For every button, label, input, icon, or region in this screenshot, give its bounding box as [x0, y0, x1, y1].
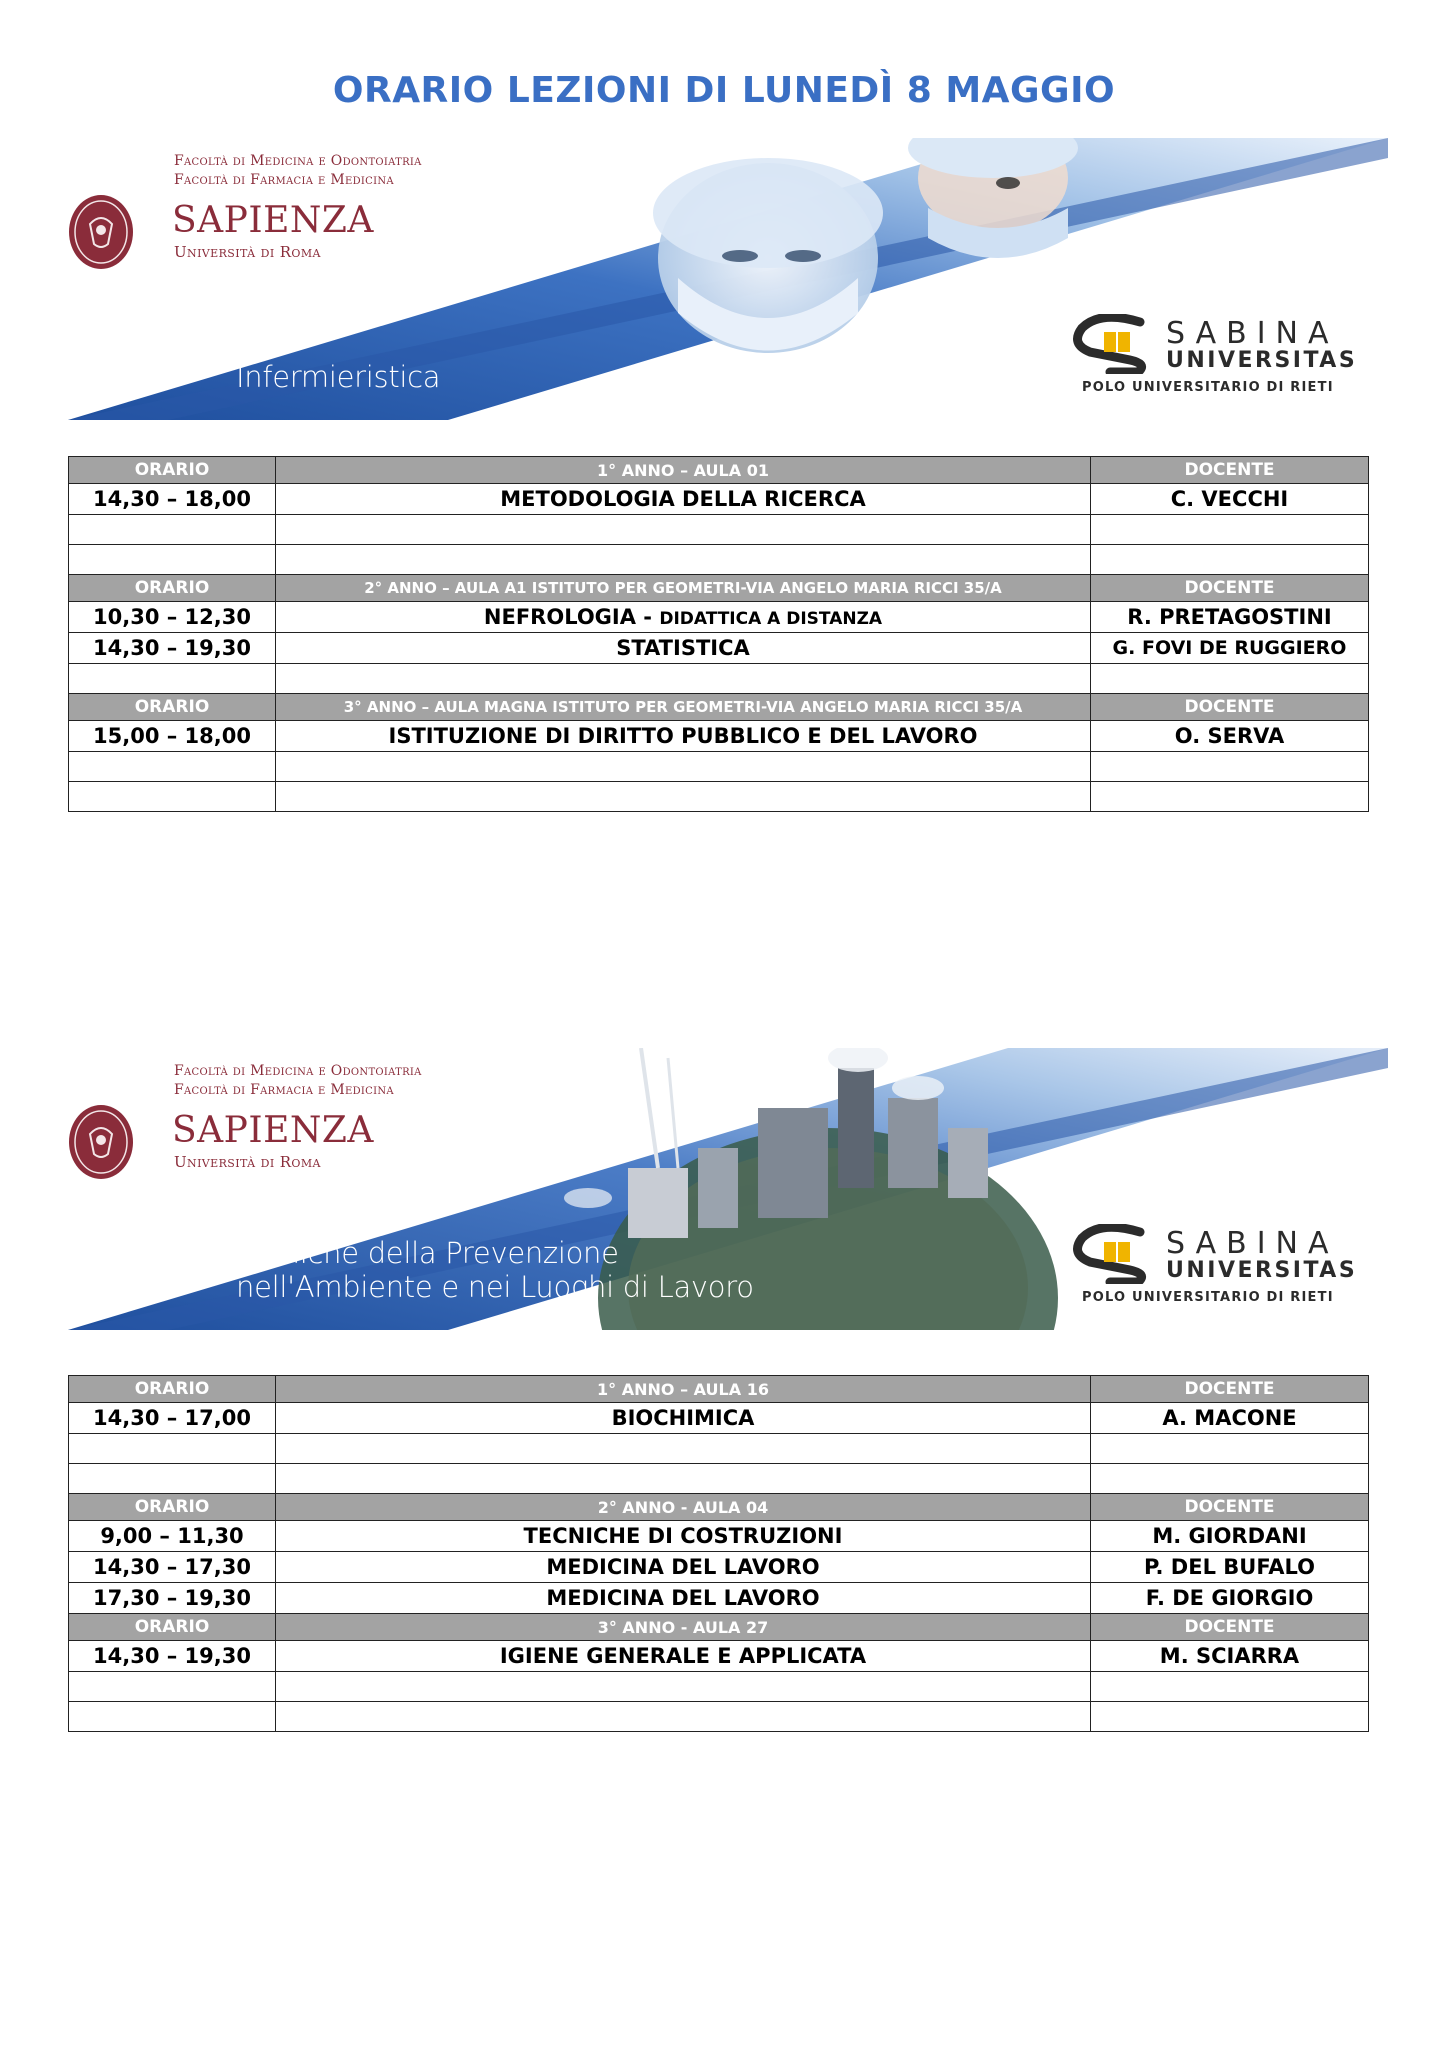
empty-cell — [276, 545, 1091, 575]
header-year: 3° ANNO – AULA MAGNA ISTITUTO PER GEOMETRI-VIA ANGELO MARIA RICCI 35/A — [276, 694, 1091, 721]
course-title-line-2: nell'Ambiente e nei Luoghi di Lavoro — [236, 1270, 754, 1304]
faculty-lines — [174, 152, 422, 190]
header-time: ORARIO — [69, 575, 276, 602]
table-row-empty — [69, 1464, 1369, 1494]
header-teacher: DOCENTE — [1091, 575, 1369, 602]
university-name: SAPIENZA — [172, 200, 374, 241]
table-header — [69, 1376, 1369, 1403]
table-row — [69, 484, 1369, 515]
header-teacher: DOCENTE — [1091, 1376, 1369, 1403]
lesson-time: 14,30 – 17,00 — [69, 1403, 276, 1434]
header-time: ORARIO — [69, 1376, 276, 1403]
table-row-empty — [69, 664, 1369, 694]
table-row — [69, 721, 1369, 752]
empty-cell — [69, 1464, 276, 1494]
table-row — [69, 1641, 1369, 1672]
empty-cell — [69, 545, 276, 575]
lesson-teacher: C. VECCHI — [1091, 484, 1369, 515]
table-row-empty — [69, 1672, 1369, 1702]
lesson-subject: MEDICINA DEL LAVORO — [276, 1552, 1091, 1583]
header-time: ORARIO — [69, 1494, 276, 1521]
lesson-subject-note: DIDATTICA A DISTANZA — [659, 609, 883, 629]
header-year: 2° ANNO – AULA A1 ISTITUTO PER GEOMETRI-VIA ANGELO MARIA RICCI 35/A — [276, 575, 1091, 602]
lesson-teacher: G. FOVI DE RUGGIERO — [1091, 633, 1369, 664]
empty-cell — [1091, 1672, 1369, 1702]
empty-cell — [1091, 515, 1369, 545]
header-year: 1° ANNO – AULA 16 — [276, 1376, 1091, 1403]
university-sub: Università di Roma — [174, 1153, 321, 1171]
table-header — [69, 1494, 1369, 1521]
header-time: ORARIO — [69, 457, 276, 484]
empty-cell — [1091, 782, 1369, 812]
header-teacher: DOCENTE — [1091, 457, 1369, 484]
lesson-time: 10,30 – 12,30 — [69, 602, 276, 633]
empty-cell — [276, 752, 1091, 782]
lesson-subject: ISTITUZIONE DI DIRITTO PUBBLICO E DEL LAVORO — [276, 721, 1091, 752]
table-row-empty — [69, 1434, 1369, 1464]
table-row-empty — [69, 782, 1369, 812]
faculty-line-2: Facoltà di Farmacia e Medicina — [174, 1082, 394, 1098]
university-sub: Università di Roma — [174, 243, 321, 261]
empty-cell — [69, 664, 276, 694]
lesson-teacher: M. SCIARRA — [1091, 1641, 1369, 1672]
sapienza-seal-icon — [68, 194, 134, 270]
header-year: 3° ANNO - AULA 27 — [276, 1614, 1091, 1641]
sabina-book-icon — [1070, 1224, 1160, 1284]
empty-cell — [69, 1672, 276, 1702]
lesson-time: 17,30 – 19,30 — [69, 1583, 276, 1614]
empty-cell — [276, 664, 1091, 694]
empty-cell — [276, 1464, 1091, 1494]
schedule-table-tecniche-prevenzione — [68, 1375, 1369, 1732]
lesson-time: 14,30 – 19,30 — [69, 1641, 276, 1672]
table-row-empty — [69, 515, 1369, 545]
lesson-subject: MEDICINA DEL LAVORO — [276, 1583, 1091, 1614]
partner-name: SABINA — [1166, 316, 1339, 351]
table-row-empty — [69, 1702, 1369, 1732]
empty-cell — [276, 1702, 1091, 1732]
table-header — [69, 457, 1369, 484]
empty-cell — [276, 515, 1091, 545]
empty-cell — [276, 1672, 1091, 1702]
table-header — [69, 575, 1369, 602]
sabina-logo — [1070, 314, 1370, 404]
partner-name: SABINA — [1166, 1226, 1339, 1261]
table-row-empty — [69, 545, 1369, 575]
table-row — [69, 1521, 1369, 1552]
sabina-logo — [1070, 1224, 1370, 1314]
header-time: ORARIO — [69, 694, 276, 721]
faculty-line-1: Facoltà di Medicina e Odontoiatria — [174, 153, 422, 169]
partner-sub: UNIVERSITAS — [1166, 1258, 1358, 1283]
faculty-lines — [174, 1062, 422, 1100]
table-row — [69, 602, 1369, 633]
empty-cell — [69, 515, 276, 545]
empty-cell — [1091, 1434, 1369, 1464]
lesson-teacher: R. PRETAGOSTINI — [1091, 602, 1369, 633]
empty-cell — [69, 1702, 276, 1732]
empty-cell — [1091, 1464, 1369, 1494]
header-teacher: DOCENTE — [1091, 694, 1369, 721]
lesson-subject: METODOLOGIA DELLA RICERCA — [276, 484, 1091, 515]
header-year: 2° ANNO - AULA 04 — [276, 1494, 1091, 1521]
empty-cell — [1091, 664, 1369, 694]
partner-tagline: POLO UNIVERSITARIO DI RIETI — [1082, 380, 1334, 395]
sabina-book-icon — [1070, 314, 1160, 374]
empty-cell — [69, 782, 276, 812]
university-name: SAPIENZA — [172, 1110, 374, 1151]
course-title: Infermieristica — [236, 360, 441, 394]
course-title-line-1: Tecniche della Prevenzione — [236, 1236, 619, 1270]
lesson-teacher: P. DEL BUFALO — [1091, 1552, 1369, 1583]
lesson-time: 14,30 – 19,30 — [69, 633, 276, 664]
lesson-teacher: F. DE GIORGIO — [1091, 1583, 1369, 1614]
partner-tagline: POLO UNIVERSITARIO DI RIETI — [1082, 1290, 1334, 1305]
sapienza-seal-icon — [68, 1104, 134, 1180]
lesson-time: 9,00 – 11,30 — [69, 1521, 276, 1552]
banner-tecniche-prevenzione — [68, 1048, 1388, 1330]
header-year: 1° ANNO – AULA 01 — [276, 457, 1091, 484]
faculty-line-1: Facoltà di Medicina e Odontoiatria — [174, 1063, 422, 1079]
lesson-teacher: M. GIORDANI — [1091, 1521, 1369, 1552]
lesson-subject: IGIENE GENERALE E APPLICATA — [276, 1641, 1091, 1672]
banner-infermieristica — [68, 138, 1388, 420]
lesson-teacher: O. SERVA — [1091, 721, 1369, 752]
empty-cell — [1091, 752, 1369, 782]
header-teacher: DOCENTE — [1091, 1494, 1369, 1521]
empty-cell — [1091, 545, 1369, 575]
lesson-time: 14,30 – 18,00 — [69, 484, 276, 515]
page-title: ORARIO LEZIONI DI LUNEDÌ 8 MAGGIO — [332, 70, 1116, 111]
empty-cell — [1091, 1702, 1369, 1732]
empty-cell — [69, 1434, 276, 1464]
header-teacher: DOCENTE — [1091, 1614, 1369, 1641]
header-time: ORARIO — [69, 1614, 276, 1641]
empty-cell — [69, 752, 276, 782]
table-header — [69, 694, 1369, 721]
table-row — [69, 1403, 1369, 1434]
course-title — [236, 1236, 754, 1304]
partner-sub: UNIVERSITAS — [1166, 348, 1358, 373]
lesson-subject: TECNICHE DI COSTRUZIONI — [276, 1521, 1091, 1552]
table-row — [69, 633, 1369, 664]
table-row-empty — [69, 752, 1369, 782]
table-header — [69, 1614, 1369, 1641]
table-row — [69, 1583, 1369, 1614]
schedule-table-infermieristica — [68, 456, 1369, 812]
lesson-subject-main: NEFROLOGIA - — [483, 605, 660, 629]
table-row — [69, 1552, 1369, 1583]
lesson-time: 14,30 – 17,30 — [69, 1552, 276, 1583]
lesson-teacher: A. MACONE — [1091, 1403, 1369, 1434]
faculty-line-2: Facoltà di Farmacia e Medicina — [174, 172, 394, 188]
lesson-subject: BIOCHIMICA — [276, 1403, 1091, 1434]
empty-cell — [276, 1434, 1091, 1464]
lesson-time: 15,00 – 18,00 — [69, 721, 276, 752]
lesson-subject — [276, 602, 1091, 633]
lesson-subject: STATISTICA — [276, 633, 1091, 664]
empty-cell — [276, 782, 1091, 812]
